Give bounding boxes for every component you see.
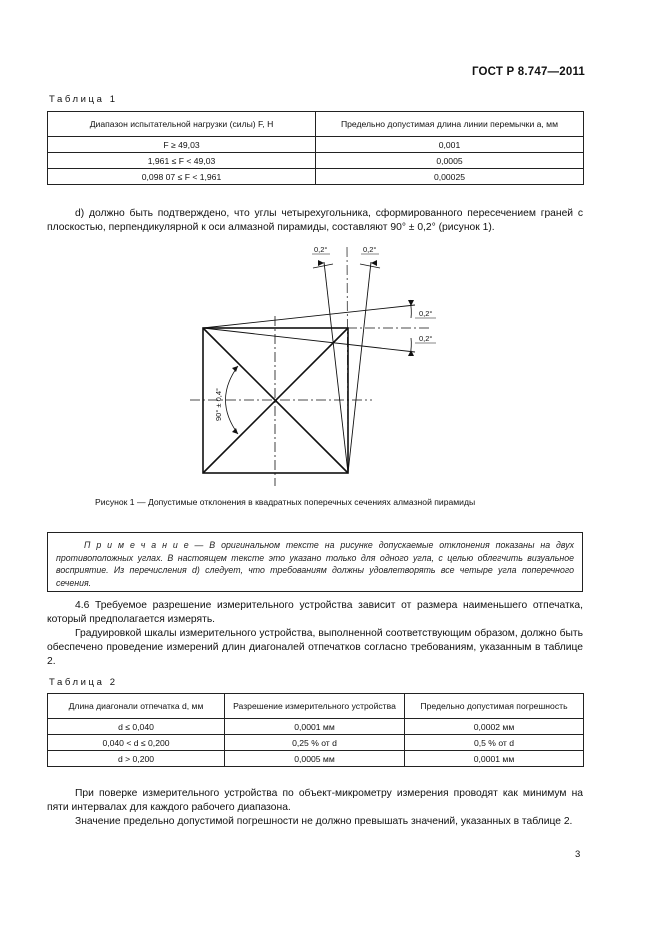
paragraph-d: d) должно быть подтверждено, что углы четырехугольника, сформированного пересечением граней с плоскостью, перпендикулярной к оси алмазной пирамиды, составляют 90° ± 0,2° (рисунок 1). — [47, 208, 583, 233]
table-cell: 0,5 % от d — [405, 735, 584, 751]
table-cell: 1,961 ≤ F < 49,03 — [48, 153, 316, 169]
paragraph-graduation: Градуировкой шкалы измерительного устройства, выполненной соответствующим образом, должно быть обеспечено проведение измерений длин диагоналей отпечатков согласно требованиям, указанным в таблице 2. — [47, 628, 583, 667]
paragraph-verification: При поверке измерительного устройства по объект-микрометру измерения проводят как минимум на пяти интервалах для каждого рабочего диапазона. — [47, 788, 583, 813]
table-row — [48, 735, 584, 751]
table-cell: F ≥ 49,03 — [48, 137, 316, 153]
table-cell: 0,0001 мм — [405, 751, 584, 767]
label-top-right: 0,2° — [363, 245, 377, 254]
note-box — [47, 532, 583, 592]
note-text: П р и м е ч а н и е — В оригинальном тексте на рисунке допускаемые отклонения показаны на двух противоположных углах. В настоящем тексте это указано только для одного угла, с целью облегчить визуальное восприятие. Из перечисления d) следует, что требованиям должны удовлетворять все четыре угла поперечного сечения. — [56, 540, 574, 588]
deviation-line — [203, 328, 415, 352]
deviation-line — [324, 262, 348, 473]
table2-header-row — [48, 694, 584, 719]
table2 — [47, 693, 584, 767]
arrow-head — [371, 260, 377, 266]
table-cell: 0,001 — [316, 137, 584, 153]
table-row — [48, 719, 584, 735]
table-cell: 0,0001 мм — [225, 719, 405, 735]
deviation-line — [203, 305, 415, 328]
table2-caption: Таблица 2 — [49, 677, 118, 688]
dimension-arc — [313, 264, 333, 268]
table-cell: 0,040 < d ≤ 0,200 — [48, 735, 225, 751]
arrow-head — [318, 260, 324, 266]
table1-header-cell: Диапазон испытательной нагрузки (силы) F, Н — [48, 112, 316, 137]
table2-header-cell: Разрешение измерительного устройства — [225, 694, 405, 719]
table-cell: d > 0,200 — [48, 751, 225, 767]
table-cell: 0,25 % от d — [225, 735, 405, 751]
table-cell: 0,00025 — [316, 169, 584, 185]
table-cell: 0,0002 мм — [405, 719, 584, 735]
table2-header-cell: Длина диагонали отпечатка d, мм — [48, 694, 225, 719]
table2-header-cell: Предельно допустимая погрешность — [405, 694, 584, 719]
table1-caption: Таблица 1 — [49, 94, 118, 105]
label-top-left: 0,2° — [314, 245, 328, 254]
table1-header-cell: Предельно допустимая длина линии перемычки a, мм — [316, 112, 584, 137]
paragraph-4-6: 4.6 Требуемое разрешение измерительного устройства зависит от размера наименьшего отпечатка, который предполагается измерять. — [47, 600, 583, 625]
page-number: 3 — [575, 849, 581, 860]
label-right-bottom: 0,2° — [419, 334, 433, 343]
paragraph-limit: Значение предельно допустимой погрешности не должно превышать значений, указанных в таблице 2. — [75, 816, 573, 827]
table-cell: 0,0005 мм — [225, 751, 405, 767]
table-row — [48, 751, 584, 767]
label-angle: 90° ± 0,4° — [214, 387, 223, 421]
table-cell: 0,0005 — [316, 153, 584, 169]
deviation-line — [348, 262, 371, 473]
figure1-caption: Рисунок 1 — Допустимые отклонения в квадратных поперечных сечениях алмазной пирамиды — [95, 497, 476, 507]
label-right-top: 0,2° — [419, 309, 433, 318]
table-cell: d ≤ 0,040 — [48, 719, 225, 735]
table-cell: 0,098 07 ≤ F < 1,961 — [48, 169, 316, 185]
document-id: ГОСТ Р 8.747—2011 — [471, 66, 585, 78]
